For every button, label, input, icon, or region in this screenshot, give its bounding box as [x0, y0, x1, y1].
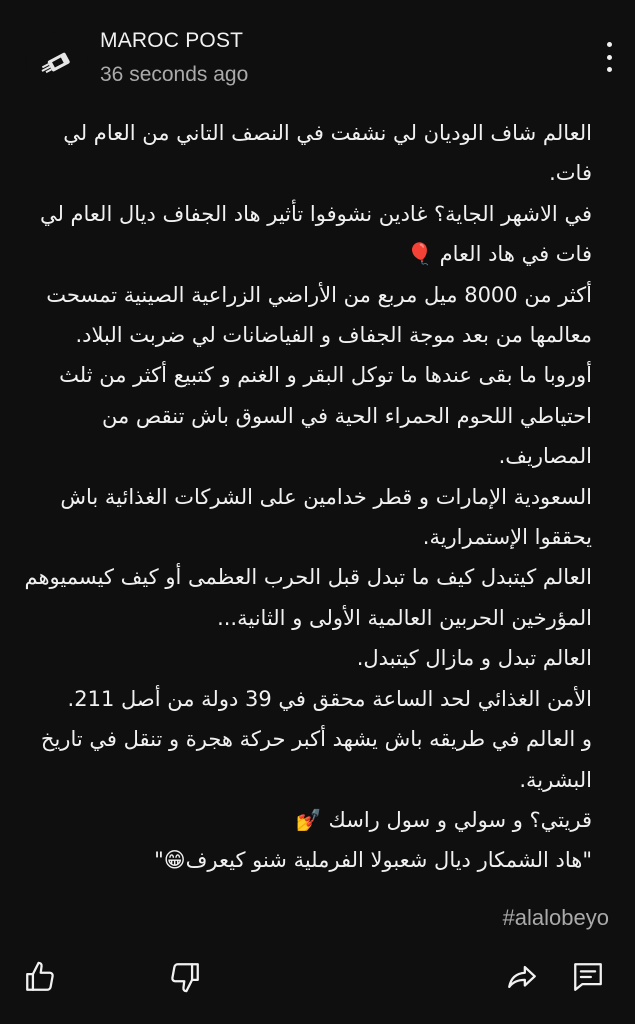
thumbs-down-icon — [168, 960, 202, 994]
maroc-post-logo-icon — [26, 32, 88, 94]
like-button[interactable] — [20, 955, 60, 999]
share-icon — [504, 960, 540, 994]
menu-dot — [607, 42, 612, 47]
menu-dot — [607, 55, 612, 60]
share-button[interactable] — [502, 955, 542, 999]
comment-button[interactable] — [568, 955, 608, 999]
dislike-button[interactable] — [165, 955, 205, 999]
more-vert-icon[interactable] — [597, 40, 621, 74]
comment-icon — [571, 960, 605, 994]
post-header — [0, 22, 635, 92]
channel-name[interactable]: MAROC POST — [100, 29, 244, 52]
post-actions-bar — [0, 955, 635, 999]
post-hashtag[interactable]: #alalobeyo — [502, 905, 609, 930]
channel-avatar[interactable] — [26, 32, 88, 94]
post-body-text: العالم شاف الوديان لي نشفت في النصف التاني من العام لي فات. في الاشهر الجاية؟ غادين نشوفوا تأثير هاد الجفاف ديال العام لي فات في هاد العام 🎈 أكثر من 8000 ميل مربع من الأراضي الزراعية الصينية تمسحت معالمها من بعد موجة الجفاف و الفياضانات لي ضربت البلاد. أوروبا ما بقى عندها ما توكل البقر و الغنم و كتبيع أكثر من ثلث احتياطي اللحوم الحمراء الحية في السوق باش تنقص من المصاريف. السعودية الإمارات و قطر خدامين على الشركات الغذائية باش يحققوا الإستمرارية. العالم كيتبدل كيف ما تبدل قبل الحرب العظمى أو كيف كيسميوهم المؤرخين الحربين العالمية الأولى و الثانية... العالم تبدل و مازال كيتبدل. الأمن الغذائي لحد الساعة محقق في 39 دولة من أصل 211. و العالم في طريقه باش يشهد أكبر حركة هجرة و تنقل في تاريخ البشرية. قريتي؟ و سولي و سول راسك 💅 "هاد الشمكار ديال شعبولا الفرملية شنو كيعرف😁" — [24, 121, 592, 873]
menu-dot — [607, 67, 612, 72]
thumbs-up-icon — [23, 960, 57, 994]
post-timestamp: 36 seconds ago — [100, 63, 249, 86]
